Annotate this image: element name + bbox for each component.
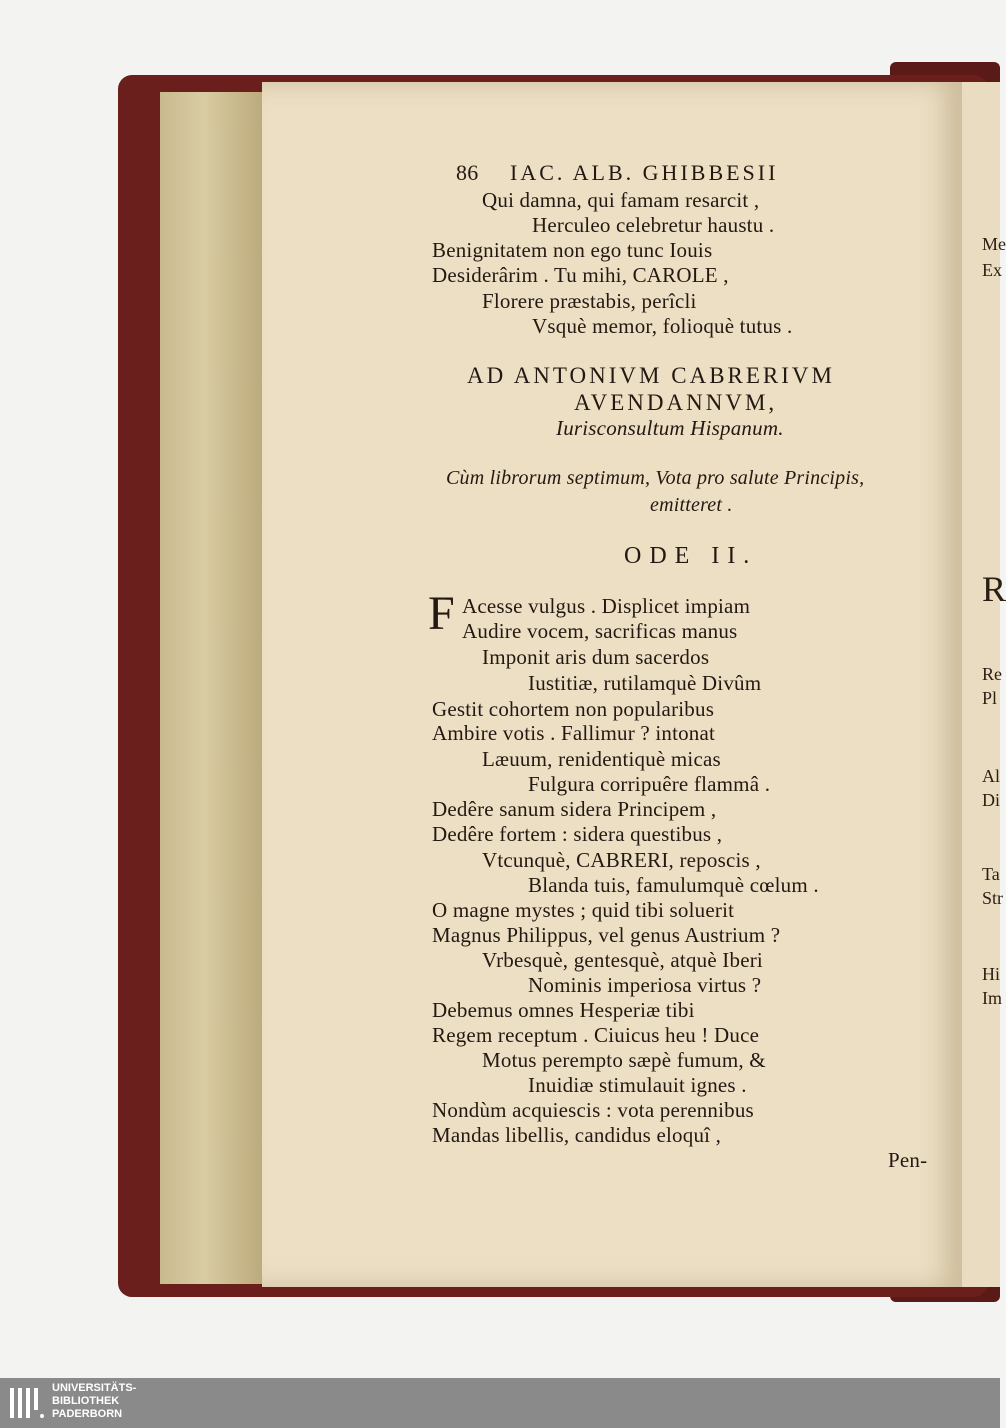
facing-fragment: Ta: [982, 864, 1000, 884]
poem-line: Nominis imperiosa virtus ?: [528, 973, 762, 997]
logo-line: BIBLIOTHEK: [52, 1395, 120, 1407]
poem-line: Acesse vulgus . Displicet impiam: [462, 594, 751, 618]
poem-line: Læuum, renidentiquè micas: [482, 747, 721, 771]
verse-line: Desiderârim . Tu mihi, CAROLE ,: [432, 263, 729, 287]
facing-page: [960, 82, 1006, 1287]
facing-fragment: Hi: [982, 964, 1000, 984]
ode-title: ODE II.: [624, 543, 758, 569]
facing-fragment: Me: [982, 234, 1006, 254]
poem-line: Iustitiæ, rutilamquè Divûm: [528, 671, 762, 695]
poem-line: Fulgura corripuêre flammâ .: [528, 772, 771, 796]
poem-line: Audire vocem, sacrificas manus: [462, 619, 738, 643]
poem-line: Vrbesquè, gentesquè, atquè Iberi: [482, 948, 763, 972]
subtitle-line: Cùm librorum septimum, Vota pro salute Principis,: [446, 467, 865, 489]
poem-line: Vtcunquè, CABRERI, reposcis ,: [482, 848, 761, 872]
facing-fragment: Pl: [982, 688, 998, 708]
library-footer: [0, 1378, 1000, 1428]
facing-fragment: Di: [982, 790, 1000, 810]
verse-line: Benignitatem non ego tunc Iouis: [432, 238, 713, 262]
poem-line: Magnus Philippus, vel genus Austrium ?: [432, 923, 781, 947]
verse-line: Florere præstabis, perîcli: [482, 289, 697, 313]
facing-fragment: Im: [982, 988, 1002, 1008]
poem-line: Mandas libellis, candidus eloquî ,: [432, 1123, 722, 1147]
poem-line: Imponit aris dum sacerdos: [482, 645, 710, 669]
facing-fragment: R: [982, 569, 1006, 609]
heading-line: AVENDANNVM,: [574, 390, 778, 415]
drop-initial: F: [428, 587, 455, 640]
verse-line: Herculeo celebretur haustu .: [532, 213, 775, 237]
poem-line: Nondùm acquiescis : vota perennibus: [432, 1098, 754, 1122]
poem-line: Motus perempto sæpè fumum, &: [482, 1048, 766, 1072]
heading-line: AD ANTONIVM CABRERIVM: [467, 363, 835, 388]
library-logo-icon: [8, 1384, 46, 1422]
catchword: Pen-: [888, 1148, 928, 1172]
verse-line: Qui damna, qui famam resarcit ,: [482, 188, 760, 212]
poem-line: Dedêre fortem : sidera questibus ,: [432, 822, 723, 846]
library-logo-text: [52, 1382, 136, 1421]
page-number: 86: [456, 160, 479, 185]
poem-line: O magne mystes ; quid tibi soluerit: [432, 898, 735, 922]
facing-fragment: Ex: [982, 260, 1002, 280]
poem-line: Inuidiæ stimulauit ignes .: [528, 1073, 747, 1097]
facing-fragment: Al: [982, 766, 1000, 786]
poem-line: Blanda tuis, famulumquè cœlum .: [528, 873, 819, 897]
logo-line: PADERBORN: [52, 1408, 123, 1420]
poem-line: Debemus omnes Hesperiæ tibi: [432, 998, 695, 1022]
running-title: IAC. ALB. GHIBBESII: [510, 160, 779, 185]
poem-line: Dedêre sanum sidera Principem ,: [432, 797, 717, 821]
poem-line: Ambire votis . Fallimur ? intonat: [432, 721, 716, 745]
heading-line: Iurisconsultum Hispanum.: [556, 416, 784, 440]
verse-line: Vsquè memor, folioquè tutus .: [532, 314, 793, 338]
poem-line: Regem receptum . Ciuicus heu ! Duce: [432, 1023, 760, 1047]
poem-line: Gestit cohortem non popularibus: [432, 697, 715, 721]
facing-fragment: Str: [982, 888, 1004, 908]
subtitle-line: emitteret .: [650, 494, 733, 516]
facing-fragment: Re: [982, 664, 1002, 684]
page-edges: [160, 92, 270, 1284]
logo-line: UNIVERSITÄTS-: [52, 1382, 137, 1394]
